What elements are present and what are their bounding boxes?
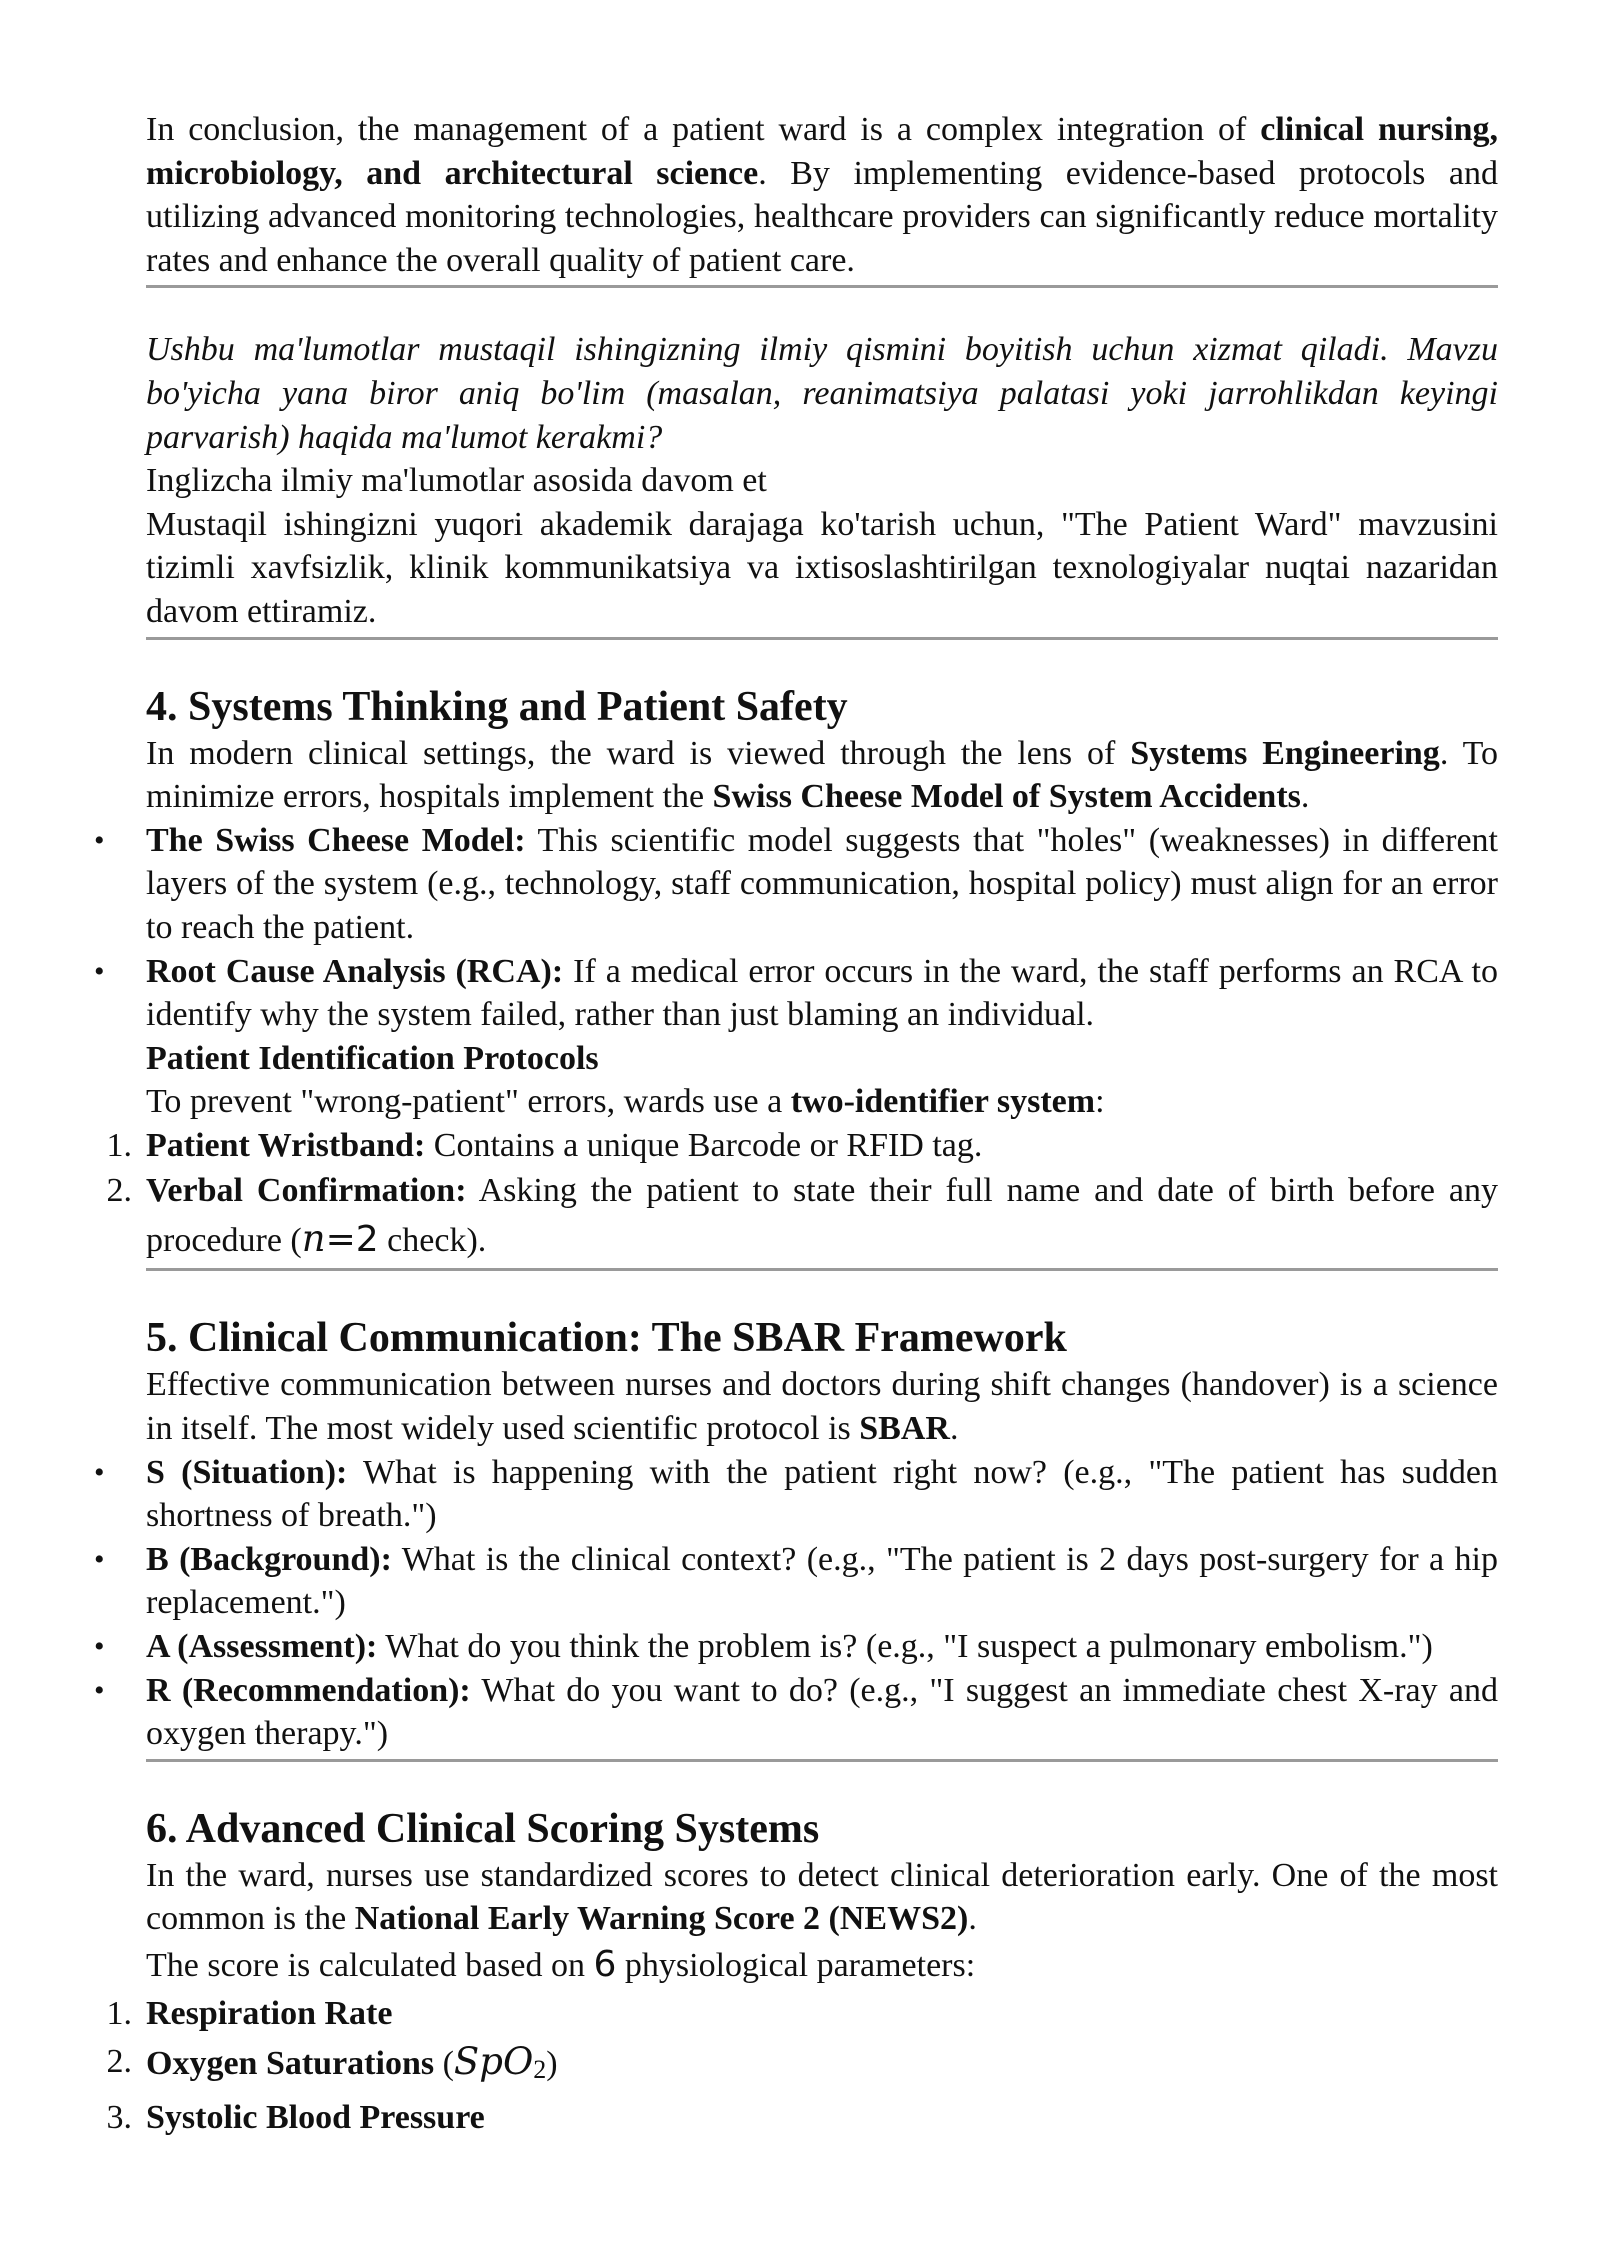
section-5-heading: 5. Clinical Communication: The SBAR Framework — [146, 1315, 1067, 1362]
conclusion-paragraph — [146, 108, 1498, 282]
spo2-formula: SpO — [453, 2040, 534, 2083]
math-variable: n — [301, 1217, 326, 1261]
conclusion-bold: clinical nursing, microbiology, and architectural science — [146, 111, 1498, 192]
uzbek-line-2: Mustaqil ishingizni yuqori akademik darajaga ko'tarish uchun, "The Patient Ward" mavzusini tizimli xavfsizlik, klinik kommunikatsiya va ixtisoslashtirilgan texnologiyalar nuqtai nazaridan davom ettiramiz. — [146, 505, 1498, 630]
bullet-marker: • — [94, 954, 105, 988]
numbered-label: Oxygen Saturations — [146, 2045, 435, 2082]
bullet-marker: • — [94, 1630, 105, 1664]
list-item — [94, 950, 1499, 1037]
sub-intro-b: two-identifier system — [790, 1083, 1096, 1121]
section-4-intro-c: . To minimize errors, hospitals implement the — [146, 734, 1498, 816]
bullet-label: Root Cause Analysis (RCA): — [146, 952, 564, 990]
document-page — [94, 108, 1499, 2142]
numbered-label: Patient Wristband: — [146, 1126, 426, 1164]
sub-intro-c: : — [1095, 1083, 1105, 1121]
bullet-marker: • — [94, 823, 105, 857]
calc-number: 6 — [593, 1944, 617, 1985]
patient-identification-intro — [146, 1080, 1498, 1124]
list-item — [106, 2038, 1498, 2094]
section-4-intro-b: Systems Engineering — [1130, 734, 1440, 772]
bullet-text: This scientific model suggests that "holes" (weaknesses) in different layers of the system (e.g., technology, staff communication, hospital policy) must align for an error to reach the patient. — [146, 821, 1498, 946]
section-4-intro-e: . — [1300, 778, 1310, 816]
number-marker: 2. — [106, 1172, 132, 1210]
list-item — [106, 1167, 1498, 1265]
list-item — [106, 2094, 1498, 2142]
section-6-heading: 6. Advanced Clinical Scoring Systems — [146, 1805, 820, 1852]
section-5-intro-a: Effective communication between nurses and doctors during shift changes (handover) is a science in itself. The most widely used scientific protocol is — [146, 1366, 1498, 1448]
bullet-text: What is the clinical context? (e.g., "The patient is 2 days post-surgery for a hip replacement.") — [146, 1540, 1498, 1622]
uzbek-italic-paragraph: Ushbu ma'lumotlar mustaqil ishingizning ilmiy qismini boyitish uchun xizmat qiladi. Mavzu bo'yicha yana biror aniq bo'lim (masalan, reanimatsiya palatasi yoki jarrohlikdan keyingi parvarish) haqida ma'lumot kerakmi? — [146, 331, 1498, 456]
bullet-text: If a medical error occurs in the ward, the staff performs an RCA to identify why the system failed, rather than just blaming an individual. — [146, 952, 1499, 1034]
numbered-label: Respiration Rate — [146, 1995, 393, 2032]
section-6-numbered — [106, 1990, 1498, 2142]
section-4-intro-d: Swiss Cheese Model of System Accidents — [712, 778, 1301, 816]
list-item — [94, 1538, 1498, 1625]
bullet-marker: • — [94, 1455, 105, 1489]
number-marker: 1. — [106, 1995, 132, 2032]
calc-b: physiological parameters: — [616, 1947, 976, 1984]
section-6-intro-c: . — [968, 1900, 977, 1938]
number-marker: 3. — [106, 2099, 132, 2136]
list-item — [94, 1451, 1499, 1538]
bullet-label: R (Recommendation): — [146, 1671, 471, 1709]
spo2-subscript: 2 — [533, 2055, 547, 2084]
section-4-intro — [146, 732, 1498, 819]
numbered-text-tail: check). — [378, 1222, 487, 1260]
list-item — [106, 1124, 1498, 1168]
section-5-intro-c: . — [949, 1410, 959, 1448]
spo2-close: ) — [546, 2045, 558, 2082]
bullet-label: The Swiss Cheese Model: — [146, 821, 526, 859]
calc-a: The score is calculated based on — [146, 1947, 594, 1984]
section-6-intro-b: National Early Warning Score 2 (NEWS2) — [354, 1900, 969, 1938]
number-marker: 1. — [106, 1126, 132, 1164]
section-4-intro-a: In modern clinical settings, the ward is viewed through the lens of — [146, 734, 1131, 772]
conclusion-tail: . By implementing evidence-based protocols and utilizing advanced monitoring technologies, healthcare providers can significantly reduce mortality rates and enhance the overall quality of patient care. — [146, 154, 1498, 279]
bullet-text: What is happening with the patient right now? (e.g., "The patient has sudden shortness of breath.") — [146, 1453, 1499, 1535]
section-6-calc — [146, 1941, 1498, 1990]
numbered-label: Verbal Confirmation: — [146, 1172, 467, 1210]
list-item — [94, 1625, 1498, 1669]
section-5-intro — [146, 1363, 1498, 1450]
sub-intro-a: To prevent "wrong-patient" errors, wards use a — [146, 1083, 791, 1121]
bullet-marker: • — [94, 1542, 105, 1576]
bullet-label: S (Situation): — [146, 1453, 348, 1491]
bullet-marker: • — [94, 1673, 105, 1707]
numbered-text: Asking the patient to state their full name and date of birth before any procedure ( — [146, 1172, 1498, 1260]
numbered-label: Systolic Blood Pressure — [146, 2099, 485, 2136]
section-6-intro-a: In the ward, nurses use standardized scores to detect clinical deterioration early. One of the most common is the — [146, 1856, 1498, 1938]
conclusion-lead: In conclusion, the management of a patient ward is a complex integration of — [146, 111, 1261, 148]
numbered-text: ( — [434, 2045, 454, 2082]
section-5-intro-b: SBAR — [859, 1410, 950, 1448]
section-6-intro — [146, 1854, 1498, 1941]
numbered-text: Contains a unique Barcode or RFID tag. — [425, 1126, 983, 1164]
list-item — [94, 819, 1498, 950]
math-equation: =2 — [325, 1219, 379, 1261]
section-4-heading: 4. Systems Thinking and Patient Safety — [146, 683, 848, 730]
uzbek-line-1: Inglizcha ilmiy ma'lumotlar asosida davom et — [146, 462, 767, 500]
section-5-bullets — [94, 1451, 1499, 1756]
number-marker: 2. — [106, 2043, 132, 2080]
bullet-label: A (Assessment): — [146, 1628, 378, 1666]
list-item — [106, 1990, 1498, 2038]
list-item — [94, 1669, 1498, 1756]
bullet-text: What do you want to do? (e.g., "I suggest an immediate chest X-ray and oxygen therapy.") — [146, 1671, 1498, 1753]
section-4-bullets — [94, 819, 1499, 1037]
patient-identification-subheading: Patient Identification Protocols — [146, 1039, 599, 1077]
section-4-numbered — [106, 1124, 1498, 1266]
bullet-text: What do you think the problem is? (e.g., "I suspect a pulmonary embolism.") — [377, 1628, 1433, 1666]
bullet-label: B (Background): — [146, 1540, 392, 1578]
